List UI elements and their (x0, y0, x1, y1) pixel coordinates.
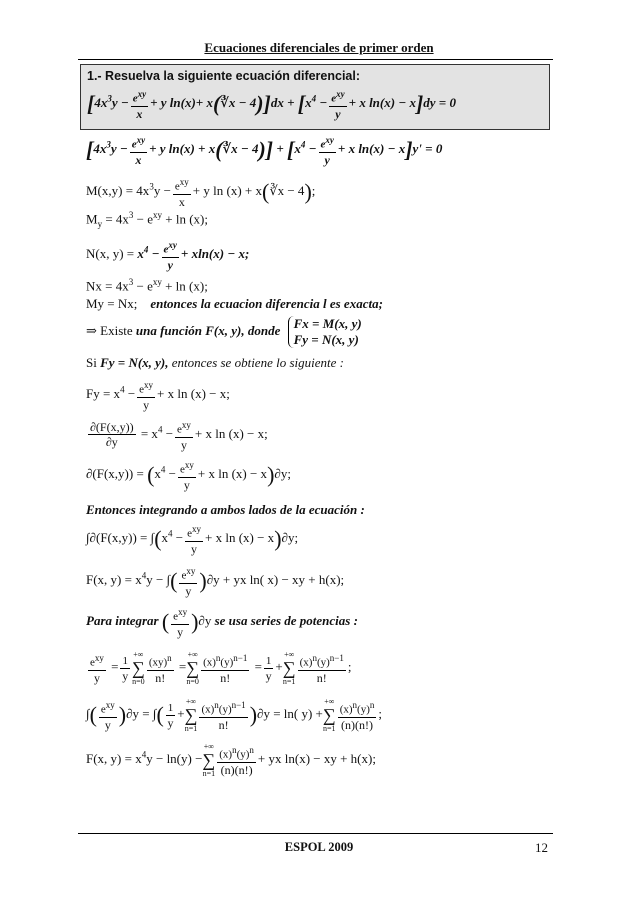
Fy-equation: $Fy = x^4$ − $\frac{e^{xy}}{y}$ + x ln (x) − x; (86, 380, 230, 412)
integrando-line: Entonces integrando a ambos lados de la ecuación : (86, 502, 365, 517)
footer-label: ESPOL 2009 (284, 840, 354, 854)
equation-restated: [$4x^3y$ − $\frac{e^{xy}}{x}$ + y ln(x) + x(∛x − $4)] + [x^4$ − $\frac{e^{xy}}{y}$ + x ln(x) − x]y' = 0 (86, 135, 443, 167)
problem-box (80, 64, 550, 130)
problem-title: 1.- Resuelva la siguiente ecuación diferencial: (87, 69, 361, 83)
system-of-equations: Fx = M(x, y) Fy = N(x, y) (288, 316, 362, 348)
si-line: Si Fy = N(x, y), entonces se obtiene lo siguiente : (86, 355, 344, 370)
partial-F-equation: $\frac{\partial(F(x,y))}{\partial y}$ = $x^4$ − $\frac{e^{xy}}{y}$ + x ln (x) − x; (90, 420, 268, 452)
final-solution: F(x, $y) = x^4y - \ln(y)$ −+∞ ∑ n=1 $\frac{(x)^n(y)^n}{(n)(n!)}$ + yx ln(x) − xy + h(x); (86, 742, 376, 778)
para-integrar-line: Para integrar ( $\frac{e^{xy}}{y}$ )∂y se usa series de potencias : (86, 607, 358, 639)
page-number: 12 (535, 840, 548, 855)
footer-rule (78, 833, 553, 834)
series-expansion: $\frac{e^{xy}}{y}$ = $\frac{1}{y}$ +∞ ∑ n=0 $\frac{(xy)^n}{n!}$ =+∞ ∑ n=0 $\frac{(x)^n(y)^{n-1}}{n!}$ = $\frac{1}{y}$ ++∞ ∑ n=1 $\frac{(x)^n(y)^{n-1}}{n!}$ ; (90, 650, 352, 686)
Nx-derivative: $Nx = 4x^3 - e^{xy} + \ln (x)$; (86, 277, 208, 294)
N-definition: N(x, $y) = x^4$ − $\frac{e^{xy}}{y}$ + xln(x) − x; (86, 240, 250, 272)
integral-equation: $\int\partial(F(x,y)) = \int(x^4$ − $\frac{e^{xy}}{y}$ + x ln (x) − x)∂y; (86, 524, 299, 556)
header-rule (78, 59, 553, 60)
problem-equation: [$4x^3y$ − $\frac{e^{xy}}{x}$ + y ln(x)+ x(∛x − $4)]dx + [x^4$ − $\frac{e^{xy}}{y}$ + x ln(x) − x]dy = 0 (87, 89, 456, 121)
My-derivative: $M_y = 4x^3 - e^{xy} + \ln (x)$; (86, 210, 208, 229)
F-partial-solution: F(x, $y) = x^4y$ − ∫( $\frac{e^{xy}}{y}$ )∂y + yx ln( x) − xy + h(x); (86, 566, 345, 598)
page-header: Ecuaciones diferenciales de primer orden (204, 40, 434, 55)
exactness-line: My = Nx; entonces la ecuacion diferencia l es exacta; (86, 296, 383, 311)
existence-line: ⇒ Existe una función F(x, y), donde Fx = M(x, y) Fy = N(x, y) (86, 316, 362, 347)
series-integral: ∫( $\frac{e^{xy}}{y}$ )∂y = ∫( $\frac{1}{y}$ ++∞ ∑ n=1 $\frac{(x)^n(y)^{n-1}}{n!}$ )∂y = ln( y) ++∞ ∑ n=1 $\frac{(x)^n(y)^n}{(n)(n!)}$ ; (86, 697, 382, 733)
differential-F-equation: $\partial(F(x,y)) = (x^4$ − $\frac{e^{xy}}{y}$ + x ln (x) − x)∂y; (86, 460, 291, 492)
M-definition: $M(x,y) = 4x^3y$ − $\frac{e^{xy}}{x}$ + y ln (x) + x(∛x − 4); (86, 177, 316, 209)
